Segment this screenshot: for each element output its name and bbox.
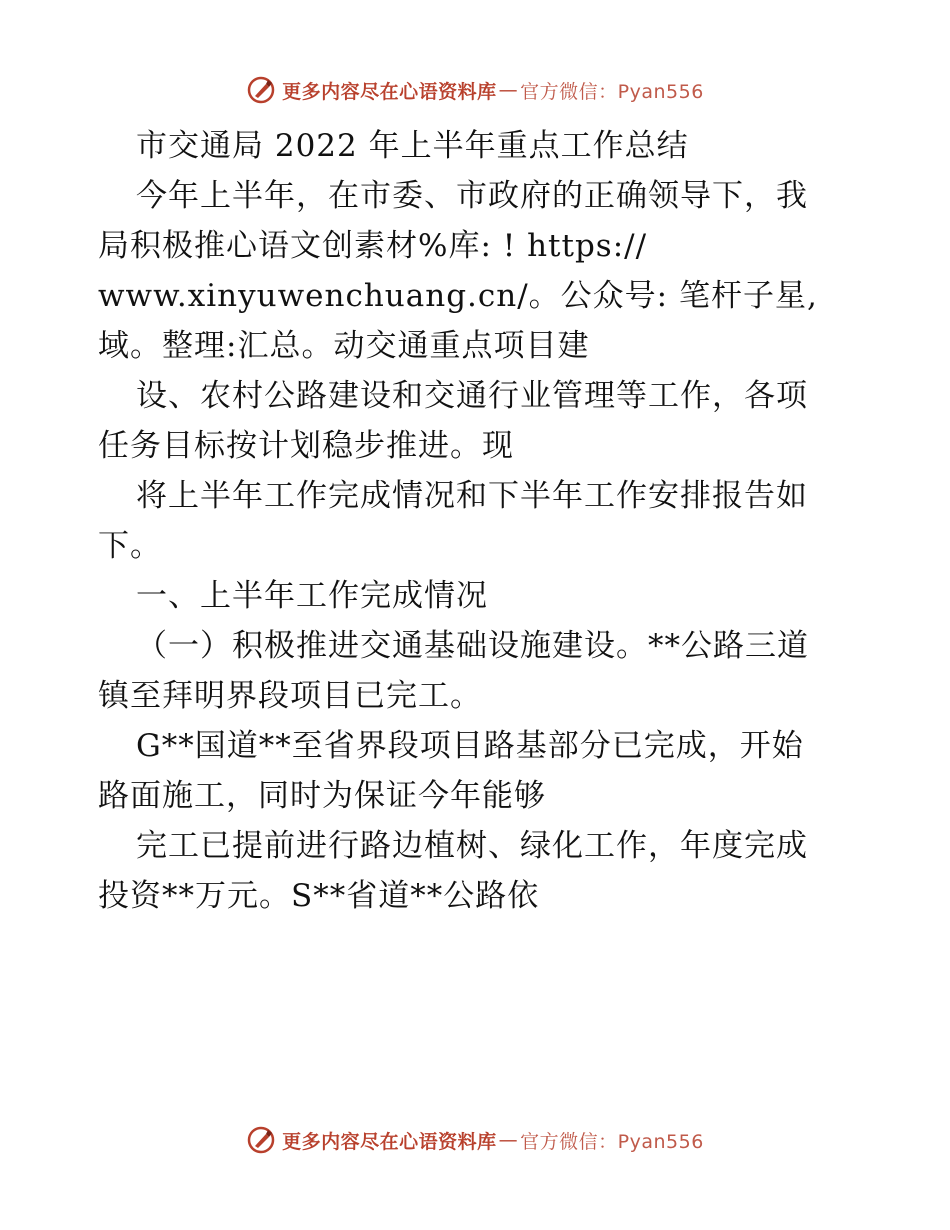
banner-dash: — <box>498 79 519 101</box>
banner-contact: 官方微信：Pyan556 <box>520 1130 704 1153</box>
text-line: www.xinyuwenchuang.cn/。公众号: 笔杆子星, <box>98 278 818 314</box>
text-line: 设、农村公路建设和交通行业管理等工作，各项 <box>136 378 808 414</box>
text-line: G**国道**至省界段项目路基部分已完成，开始 <box>136 728 804 764</box>
document-body <box>98 123 858 923</box>
section-heading: 一、上半年工作完成情况 <box>136 578 488 614</box>
text-line: 局积极推心语文创素材%库: ! https:// <box>98 228 648 264</box>
text-line: 镇至拜明界段项目已完工。 <box>98 678 482 714</box>
text-line: 任务目标按计划稳步推进。现 <box>98 428 514 464</box>
banner-contact: 官方微信：Pyan556 <box>520 80 704 103</box>
footer-watermark-banner <box>0 1120 950 1160</box>
text-line: 将上半年工作完成情况和下半年工作安排报告如 <box>136 478 808 514</box>
text-line: 完工已提前进行路边植树、绿化工作，年度完成 <box>136 828 808 864</box>
banner-text: 更多内容尽在心语资料库 <box>282 80 497 103</box>
pen-logo-icon <box>246 75 276 105</box>
document-title: 市交通局 2022 年上半年重点工作总结 <box>136 128 689 164</box>
text-line: 域。整理:汇总。动交通重点项目建 <box>98 328 590 364</box>
subsection-heading: （一）积极推进交通基础设施建设。**公路三道 <box>136 628 809 664</box>
banner-text: 更多内容尽在心语资料库 <box>282 1130 497 1153</box>
text-line: 今年上半年，在市委、市政府的正确领导下，我 <box>136 178 808 214</box>
text-line: 路面施工，同时为保证今年能够 <box>98 778 546 814</box>
pen-logo-icon <box>246 1125 276 1155</box>
banner-dash: — <box>498 1129 519 1151</box>
text-line: 下。 <box>98 528 162 564</box>
header-watermark-banner <box>0 70 950 110</box>
text-line: 投资**万元。S**省道**公路依 <box>98 878 540 914</box>
